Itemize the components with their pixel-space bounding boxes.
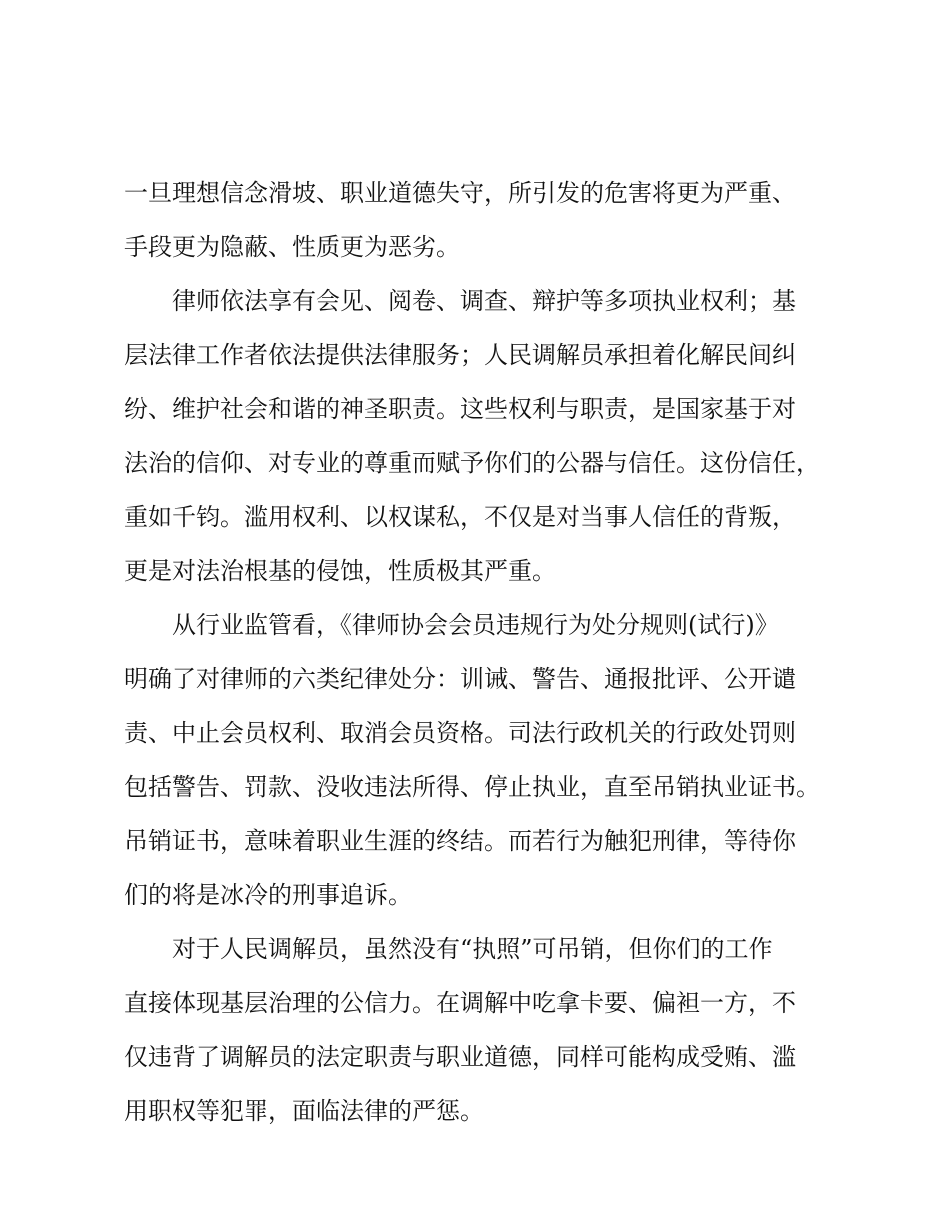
text-line: 从行业监管看，《律师协会会员违规行为处分规则(试行)》 [172, 611, 779, 639]
text-line: 对于人民调解员，虽然没有“执照”可吊销，但你们的工作 [172, 935, 773, 963]
text-line: 包括警告、罚款、没收违法所得、停止执业，直至吊销执业证书。 [124, 773, 820, 801]
paragraph [124, 274, 844, 598]
text-line: 们的将是冰冷的刑事追诉。 [124, 881, 412, 909]
text-line: 重如千钧。滥用权利、以权谋私，不仅是对当事人信任的背叛， [124, 503, 796, 531]
paragraph [124, 922, 844, 1138]
text-line: 手段更为隐蔽、性质更为恶劣。 [124, 233, 460, 261]
text-line: 更是对法治根基的侵蚀，性质极其严重。 [124, 557, 556, 585]
text-line: 律师依法享有会见、阅卷、调查、辩护等多项执业权利；基 [172, 287, 796, 315]
text-line: 一旦理想信念滑坡、职业道德失守，所引发的危害将更为严重、 [124, 179, 796, 207]
text-line: 吊销证书，意味着职业生涯的终结。而若行为触犯刑律，等待你 [124, 827, 796, 855]
text-line: 明确了对律师的六类纪律处分：训诫、警告、通报批评、公开谴 [124, 665, 796, 693]
paragraph [124, 598, 844, 922]
text-line: 直接体现基层治理的公信力。在调解中吃拿卡要、偏袒一方，不 [124, 989, 796, 1017]
text-line: 纷、维护社会和谐的神圣职责。这些权利与职责，是国家基于对 [124, 395, 796, 423]
text-line: 责、中止会员权利、取消会员资格。司法行政机关的行政处罚则 [124, 719, 796, 747]
text-line: 层法律工作者依法提供法律服务；人民调解员承担着化解民间纠 [124, 341, 796, 369]
text-line: 仅违背了调解员的法定职责与职业道德，同样可能构成受贿、滥 [124, 1043, 796, 1071]
paragraph [124, 166, 844, 274]
text-line: 法治的信仰、对专业的尊重而赋予你们的公器与信任。这份信任， [124, 449, 820, 477]
text-line: 用职权等犯罪，面临法律的严惩。 [124, 1097, 484, 1125]
document-body [124, 166, 844, 1138]
